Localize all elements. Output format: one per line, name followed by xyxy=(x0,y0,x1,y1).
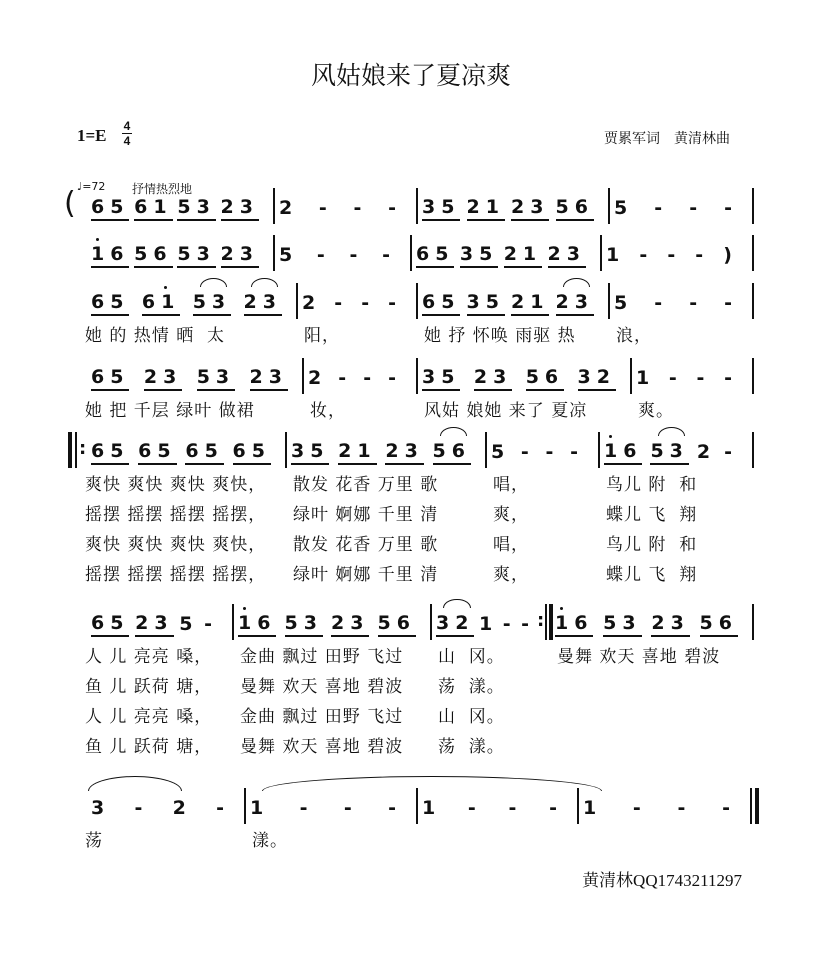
measure xyxy=(410,237,600,273)
note-group: 23 xyxy=(331,612,369,637)
note-group: 23 xyxy=(474,366,512,391)
high-octave-dot xyxy=(164,286,167,289)
lyric-syllables: 人 儿 亮亮 嗓， xyxy=(85,647,213,667)
lyric-syllables: 金曲 飘过 田野 飞过 xyxy=(240,647,404,667)
note-group: 23 xyxy=(651,612,689,637)
expression-marking: 抒情热烈地 xyxy=(132,182,193,196)
dash: - xyxy=(667,244,682,266)
high-octave-dot xyxy=(243,607,246,610)
measure xyxy=(273,190,416,226)
lyric-syllables: 鸟儿 附 和 xyxy=(606,535,698,555)
note-group: 65 xyxy=(233,440,271,465)
measure xyxy=(608,285,752,321)
note-group: 23 xyxy=(135,612,173,637)
note-group: 61 xyxy=(142,291,180,316)
dash: - xyxy=(521,613,535,635)
lyric-syllables: 鱼 儿 跃荷 塘， xyxy=(85,677,213,697)
lyric-syllables: 爽， xyxy=(493,565,529,585)
tie-arc xyxy=(440,427,467,436)
dash: - xyxy=(502,613,517,635)
tie-arc xyxy=(200,278,227,287)
lyric-syllables: 浪， xyxy=(616,326,652,346)
dash: - xyxy=(134,797,149,819)
lyric-syllables: 荡 漾。 xyxy=(438,677,505,697)
note-group: 3 xyxy=(91,797,111,819)
note-group: 21 xyxy=(511,291,549,316)
note-group: 56 xyxy=(526,366,564,391)
note-group: 35 xyxy=(422,196,460,221)
note-group: 2 xyxy=(302,292,322,314)
lyric-syllables: 散发 花香 万里 歌 xyxy=(293,475,439,495)
measure xyxy=(598,434,752,470)
note-group: 65 xyxy=(416,243,454,268)
tie-arc xyxy=(443,599,470,608)
note-group: 5 xyxy=(279,244,299,266)
lyric-syllables: 风姑 娘她 来了 夏凉 xyxy=(424,401,588,421)
dash: - xyxy=(668,367,683,389)
lyric-syllables: 曼舞 欢天 喜地 碧波 xyxy=(240,737,404,757)
dash: - xyxy=(353,197,368,219)
note-group: 1 xyxy=(606,244,626,266)
note-group: 23 xyxy=(144,366,182,391)
note-group: 16 xyxy=(238,612,276,637)
tie-arc xyxy=(251,278,278,287)
lyric-syllables: 她 把 千层 绿叶 做裙 xyxy=(85,401,255,421)
lyric-syllables: 金曲 飘过 田野 飞过 xyxy=(240,707,404,727)
note-group: 65 xyxy=(91,440,129,465)
lyric-syllables: 山 冈。 xyxy=(438,707,505,727)
open-paren: ( xyxy=(64,186,76,221)
dash: - xyxy=(204,613,218,635)
lyric-syllables: 绿叶 婀娜 千里 清 xyxy=(293,565,439,585)
measure xyxy=(302,360,416,396)
dash: - xyxy=(520,441,535,463)
measure xyxy=(85,434,285,470)
dash: - xyxy=(724,292,738,314)
barline xyxy=(545,604,547,640)
key-signature: 1=E xyxy=(77,126,107,145)
note-group: 21 xyxy=(504,243,542,268)
dash: - xyxy=(696,367,711,389)
repeat-colon: : xyxy=(537,610,545,631)
lyric-syllables: 她 抒 怀唤 雨驱 热 xyxy=(424,326,576,346)
high-octave-dot xyxy=(96,238,99,241)
dash: - xyxy=(508,797,523,819)
note-group: 1 xyxy=(250,797,270,819)
note-group: 65 xyxy=(91,366,129,391)
credits: 贾累军词 黄清林曲 xyxy=(604,132,730,147)
note-group: 23 xyxy=(556,291,594,316)
lyric-syllables: 爽。 xyxy=(638,401,674,421)
note-group: 53 xyxy=(177,243,215,268)
lyric-syllables: 绿叶 婀娜 千里 清 xyxy=(293,505,439,525)
dash: - xyxy=(689,292,704,314)
time-top: 4 xyxy=(123,119,131,133)
note-group: 23 xyxy=(385,440,423,465)
measure xyxy=(85,285,296,321)
note-group: 2 xyxy=(279,197,299,219)
note-group: 1 xyxy=(583,797,603,819)
lyric-syllables: 爽快 爽快 爽快 爽快， xyxy=(85,475,267,495)
dash: - xyxy=(689,197,704,219)
dash: - xyxy=(363,367,378,389)
lyric-syllables: 妆， xyxy=(310,401,346,421)
dash: - xyxy=(654,292,669,314)
dash: - xyxy=(388,197,402,219)
lyric-syllables: 鱼 儿 跃荷 塘， xyxy=(85,737,213,757)
measure xyxy=(85,190,273,226)
song-title: 风姑娘来了夏凉爽 xyxy=(310,61,511,90)
note-group: 21 xyxy=(338,440,376,465)
note-group: 16 xyxy=(604,440,642,465)
measure xyxy=(296,285,416,321)
dash: - xyxy=(467,797,482,819)
barline xyxy=(752,188,754,224)
note-group: 35 xyxy=(422,366,460,391)
dash: - xyxy=(388,797,402,819)
note-group: 53 xyxy=(193,291,231,316)
dash: - xyxy=(639,244,654,266)
barline xyxy=(752,432,754,468)
dash: - xyxy=(216,797,230,819)
note-group: 23 xyxy=(548,243,586,268)
note-group: 21 xyxy=(467,196,505,221)
note-group: 65 xyxy=(185,440,223,465)
measure xyxy=(285,434,485,470)
note-group: 23 xyxy=(250,366,288,391)
tempo-marking: ♩=72 xyxy=(77,180,106,193)
note-group: 1 xyxy=(636,367,656,389)
dash: - xyxy=(388,292,402,314)
measure xyxy=(85,790,244,826)
note-group: 53 xyxy=(603,612,641,637)
lyric-syllables: 阳， xyxy=(304,326,340,346)
note-group: 23 xyxy=(244,291,282,316)
high-octave-dot xyxy=(560,607,563,610)
note-group: 65 xyxy=(91,291,129,316)
measure xyxy=(244,790,416,826)
dash: - xyxy=(388,367,402,389)
footer-attribution: 黄清林QQ1743211297 xyxy=(582,871,742,890)
measure xyxy=(232,606,430,642)
lyric-syllables: 荡 xyxy=(85,831,103,851)
barline xyxy=(752,604,754,640)
note-group: 53 xyxy=(197,366,235,391)
note-group: 23 xyxy=(511,196,549,221)
barline xyxy=(752,358,754,394)
dash: - xyxy=(338,367,353,389)
dash: - xyxy=(334,292,349,314)
lyric-syllables: 摇摆 摇摆 摇摆 摇摆， xyxy=(85,565,267,585)
dash: - xyxy=(677,797,692,819)
measure xyxy=(600,237,752,273)
high-octave-dot xyxy=(609,435,612,438)
note-group: 35 xyxy=(460,243,498,268)
phrase-slur xyxy=(262,776,602,791)
note-group: 2 xyxy=(308,367,328,389)
dash: - xyxy=(545,441,560,463)
note-group: 56 xyxy=(556,196,594,221)
tie-arc xyxy=(563,278,590,287)
note-group: 35 xyxy=(291,440,329,465)
phrase-slur xyxy=(88,776,182,791)
note-group: 53 xyxy=(177,196,215,221)
time-bottom: 4 xyxy=(123,134,131,148)
dash: - xyxy=(722,797,736,819)
lyric-syllables: 她 的 热情 晒 太 xyxy=(85,326,226,346)
measure xyxy=(549,606,752,642)
barline xyxy=(750,788,752,824)
measure xyxy=(416,285,608,321)
dash: - xyxy=(570,441,584,463)
dash: - xyxy=(724,197,738,219)
dash: - xyxy=(343,797,358,819)
lyric-syllables: 鸟儿 附 和 xyxy=(606,475,698,495)
lyric-syllables: 漾。 xyxy=(252,831,288,851)
note-group: 53 xyxy=(650,440,688,465)
note-group: 1 xyxy=(422,797,442,819)
measure xyxy=(85,237,273,273)
dash: - xyxy=(632,797,647,819)
close-paren: ) xyxy=(723,244,738,266)
note-group: 65 xyxy=(91,196,129,221)
note-group: 56 xyxy=(378,612,416,637)
note-group: 35 xyxy=(467,291,505,316)
measure xyxy=(416,790,577,826)
lyric-syllables: 唱， xyxy=(493,535,529,555)
lyric-syllables: 唱， xyxy=(493,475,529,495)
measure xyxy=(416,190,608,226)
note-group: 2 xyxy=(172,797,192,819)
note-group: 61 xyxy=(134,196,172,221)
measure xyxy=(630,360,752,396)
note-group: 56 xyxy=(134,243,172,268)
dash: - xyxy=(318,197,333,219)
lyric-syllables: 摇摆 摇摆 摇摆 摇摆， xyxy=(85,505,267,525)
dash: - xyxy=(549,797,563,819)
repeat-start-barline xyxy=(68,432,72,468)
time-signature xyxy=(122,120,132,147)
note-group: 5 xyxy=(179,613,199,635)
dash: - xyxy=(349,244,364,266)
note-group: 1 xyxy=(478,613,499,635)
barline xyxy=(752,235,754,271)
dash: - xyxy=(299,797,314,819)
note-group: 56 xyxy=(433,440,471,465)
note-group: 16 xyxy=(555,612,593,637)
note-group: 65 xyxy=(91,612,129,637)
repeat-start-thin xyxy=(75,432,77,468)
dash: - xyxy=(724,441,738,463)
measure xyxy=(85,360,302,396)
dash: - xyxy=(382,244,396,266)
lyric-syllables: 曼舞 欢天 喜地 碧波 xyxy=(557,647,721,667)
lyric-syllables: 爽， xyxy=(493,505,529,525)
note-group: 5 xyxy=(614,292,634,314)
lyric-syllables: 蝶儿 飞 翔 xyxy=(606,565,698,585)
note-group: 32 xyxy=(578,366,616,391)
measure xyxy=(485,434,598,470)
measure xyxy=(416,360,630,396)
tie-arc xyxy=(658,427,685,436)
barline xyxy=(752,283,754,319)
note-group: 2 xyxy=(696,441,717,463)
lyric-syllables: 荡 漾。 xyxy=(438,737,505,757)
measure xyxy=(608,190,752,226)
note-group: 65 xyxy=(422,291,460,316)
lyric-syllables: 爽快 爽快 爽快 爽快， xyxy=(85,535,267,555)
dash: - xyxy=(724,367,738,389)
note-group: 23 xyxy=(221,243,259,268)
lyric-syllables: 人 儿 亮亮 嗓， xyxy=(85,707,213,727)
measure xyxy=(577,790,750,826)
note-group: 65 xyxy=(138,440,176,465)
note-group: 32 xyxy=(436,612,474,637)
note-group: 56 xyxy=(700,612,738,637)
lyric-syllables: 曼舞 欢天 喜地 碧波 xyxy=(240,677,404,697)
dash: - xyxy=(695,244,710,266)
repeat-colon: : xyxy=(79,438,87,459)
measure xyxy=(85,606,232,642)
dash: - xyxy=(316,244,331,266)
note-group: 16 xyxy=(91,243,129,268)
lyric-syllables: 山 冈。 xyxy=(438,647,505,667)
lyric-syllables: 散发 花香 万里 歌 xyxy=(293,535,439,555)
dash: - xyxy=(361,292,376,314)
note-group: 5 xyxy=(491,441,511,463)
final-barline xyxy=(755,788,759,824)
measure xyxy=(273,237,410,273)
note-group: 23 xyxy=(221,196,259,221)
lyric-syllables: 蝶儿 飞 翔 xyxy=(606,505,698,525)
note-group: 53 xyxy=(285,612,323,637)
note-group: 5 xyxy=(614,197,634,219)
dash: - xyxy=(654,197,669,219)
measure xyxy=(430,606,549,642)
